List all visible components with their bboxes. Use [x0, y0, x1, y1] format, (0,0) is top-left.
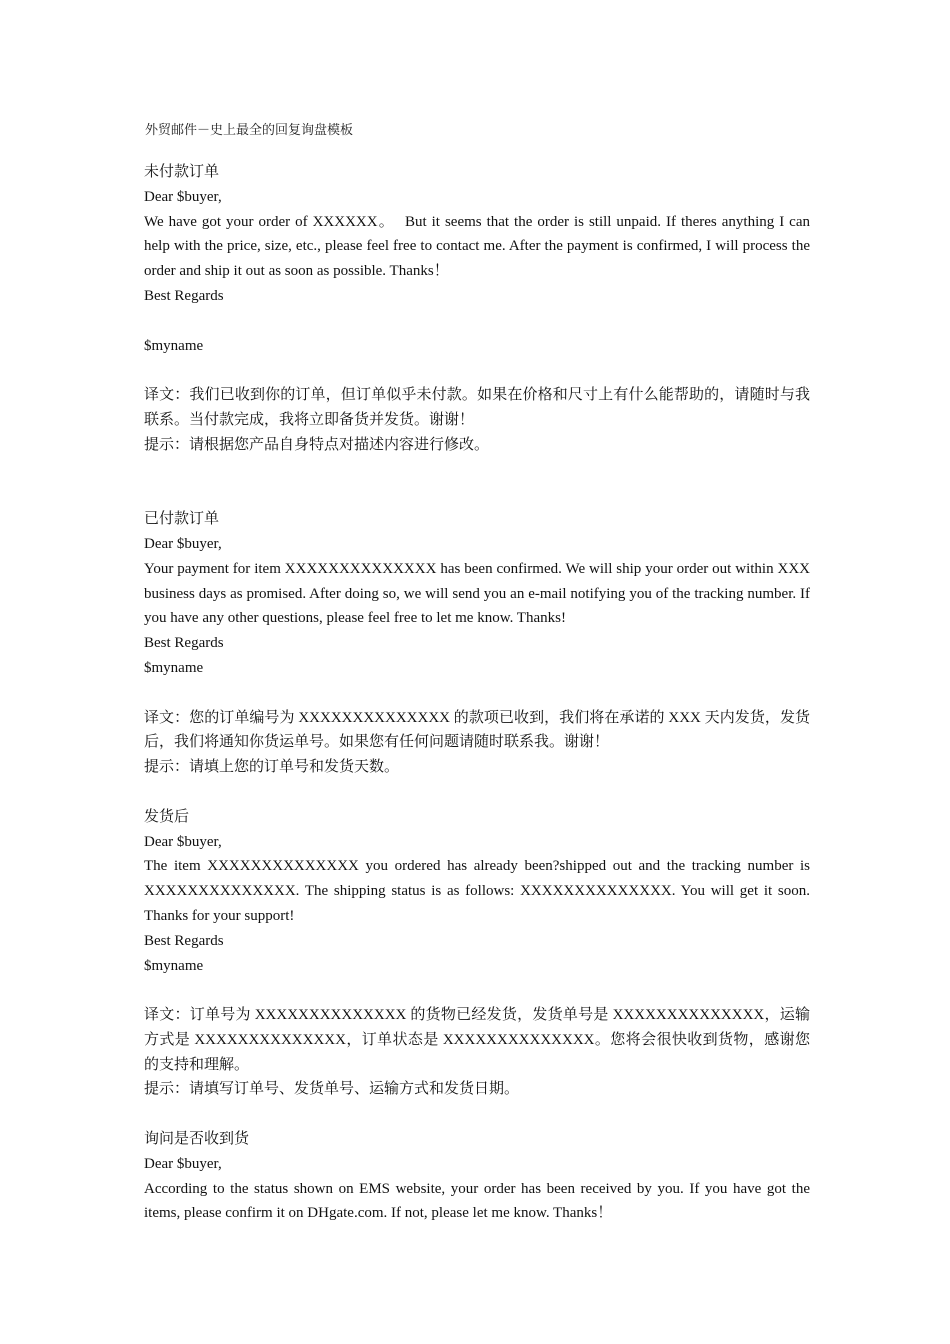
email-greeting: Dear $buyer,: [144, 188, 222, 205]
document-title: 外贸邮件－史上最全的回复询盘模板: [145, 122, 354, 137]
email-signature: $myname: [144, 957, 204, 974]
section-heading: 发货后: [144, 808, 190, 825]
email-greeting: Dear $buyer,: [144, 833, 222, 850]
spacer: [144, 1102, 810, 1127]
translation-text: 译文：您的订单编号为 XXXXXXXXXXXXXX 的款项已收到，我们将在承诺的 XXX 天内发货，发货后，我们将通知你货运单号。如果您有任何问题请随时联系我。谢谢！: [144, 709, 810, 751]
email-greeting: Dear $buyer,: [144, 1155, 222, 1172]
section-after-shipping: [144, 805, 814, 1103]
email-closing: Best Regards: [144, 287, 224, 304]
email-body: The item XXXXXXXXXXXXXX you ordered has already been?shipped out and the tracking number is XXXXXXXXXXXXXX. The shipping status is as follows: XXXXXXXXXXXXXX. You will get it soon. Thanks for your support!: [144, 858, 814, 924]
email-greeting: Dear $buyer,: [144, 535, 222, 552]
spacer: [144, 358, 810, 383]
email-signature: $myname: [144, 337, 204, 354]
section-unpaid-order: [144, 160, 814, 458]
section-confirm-receipt: [144, 1127, 814, 1226]
tip-text: 提示：请填上您的订单号和发货天数。: [144, 759, 400, 776]
section-paid-order: [144, 507, 814, 780]
email-closing: Best Regards: [144, 932, 224, 949]
spacer: [144, 780, 810, 805]
translation-text: 译文：我们已收到你的订单，但订单似乎未付款。如果在价格和尺寸上有什么能帮助的，请随时与我联系。当付款完成，我将立即备货并发货。谢谢！: [144, 387, 810, 428]
document-body: [144, 160, 814, 1226]
translation-text: 译文：订单号为 XXXXXXXXXXXXXX 的货物已经发货，发货单号是 XXXXXXXXXXXXXX，运输方式是 XXXXXXXXXXXXXX，订单状态是 XXXXXXXXXXXXXX。您将会很快收到货物，感谢您的支持和理解。: [144, 1007, 810, 1073]
email-body: According to the status shown on EMS website, your order has been received by you. If you have got the items, please confirm it on DHgate.com. If not, please let me know. Thanks！: [144, 1180, 814, 1222]
spacer: [144, 978, 810, 1003]
email-signature: $myname: [144, 659, 204, 676]
section-heading: 未付款订单: [144, 164, 220, 180]
email-closing: Best Regards: [144, 635, 224, 652]
tip-text: 提示：请填写订单号、发货单号、运输方式和发货日期。: [144, 1081, 520, 1098]
email-body: We have got your order of XXXXXX。 But it seems that the order is still unpaid. If theres anything I can help with the price, size, etc., please feel free to contact me. After the payment is confirmed, I will process the order and ship it out as soon as possible. Thanks！: [144, 213, 814, 280]
section-heading: 已付款订单: [144, 511, 220, 528]
spacer: [144, 309, 810, 334]
tip-text: 提示：请根据您产品自身特点对描述内容进行修改。: [144, 436, 490, 453]
spacer: [144, 681, 810, 706]
email-body: Your payment for item XXXXXXXXXXXXXX has been confirmed. We will ship your order out within XXX business days as promised. After doing so, we will send you an e-mail notifying you of the tracking number. If you have any other questions, please feel free to let me know. Thanks!: [144, 560, 814, 627]
section-heading: 询问是否收到货: [144, 1131, 250, 1148]
spacer: [144, 458, 810, 508]
